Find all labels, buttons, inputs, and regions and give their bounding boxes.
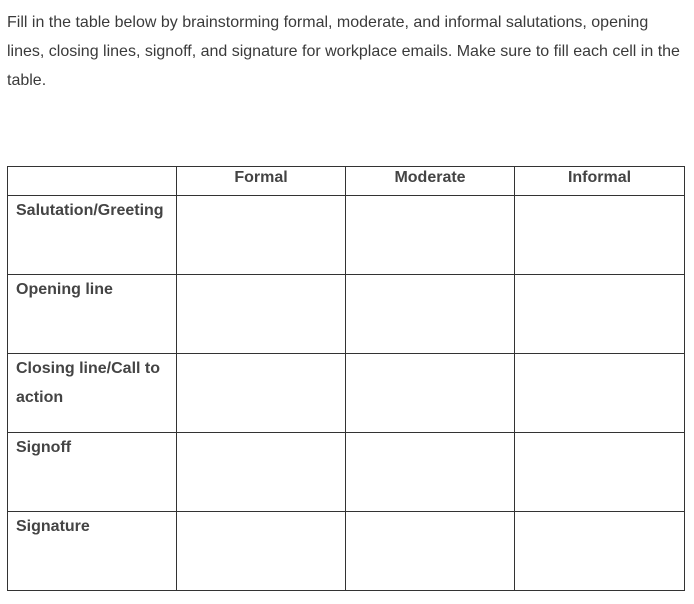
cell-opening-informal[interactable]	[515, 275, 685, 354]
cell-content[interactable]	[177, 196, 345, 273]
cell-content[interactable]	[177, 354, 345, 431]
cell-salutation-informal[interactable]	[515, 196, 685, 275]
instructions-text: Fill in the table below by brainstorming formal, moderate, and informal salutations, opening lines, closing lines, signoff, and signature for workplace emails. Make sure to fill each cell in the table.	[7, 14, 680, 89]
header-moderate: Moderate	[346, 167, 515, 196]
table-row	[8, 433, 685, 512]
cell-content[interactable]	[346, 354, 514, 431]
cell-closing-formal[interactable]	[177, 354, 346, 433]
cell-content[interactable]	[346, 196, 514, 273]
cell-signoff-informal[interactable]	[515, 433, 685, 512]
cell-content[interactable]	[177, 512, 345, 589]
cell-closing-moderate[interactable]	[346, 354, 515, 433]
header-formal: Formal	[177, 167, 346, 196]
cell-content[interactable]	[346, 512, 514, 589]
table-row	[8, 275, 685, 354]
row-label-opening-line	[8, 275, 177, 354]
row-label-text: Closing line/Call to action	[16, 360, 161, 406]
cell-signature-informal[interactable]	[515, 512, 685, 591]
cell-content[interactable]	[346, 275, 514, 352]
cell-content[interactable]	[515, 433, 684, 510]
table-header-row	[8, 167, 685, 196]
cell-signature-moderate[interactable]	[346, 512, 515, 591]
table-row	[8, 512, 685, 591]
row-label-text: Salutation/Greeting	[16, 202, 164, 219]
cell-salutation-formal[interactable]	[177, 196, 346, 275]
cell-signature-formal[interactable]	[177, 512, 346, 591]
cell-closing-informal[interactable]	[515, 354, 685, 433]
header-informal: Informal	[515, 167, 685, 196]
cell-salutation-moderate[interactable]	[346, 196, 515, 275]
cell-content[interactable]	[177, 275, 345, 352]
table-row	[8, 196, 685, 275]
cell-content[interactable]	[346, 433, 514, 510]
row-label-signature	[8, 512, 177, 591]
header-corner-cell	[8, 167, 177, 196]
row-label-signoff	[8, 433, 177, 512]
cell-signoff-moderate[interactable]	[346, 433, 515, 512]
cell-content[interactable]	[515, 512, 684, 589]
row-label-text: Signature	[16, 518, 90, 535]
cell-opening-formal[interactable]	[177, 275, 346, 354]
table-row	[8, 354, 685, 433]
cell-content[interactable]	[515, 275, 684, 352]
email-components-table	[7, 166, 685, 591]
row-label-text: Signoff	[16, 439, 72, 456]
cell-content[interactable]	[177, 433, 345, 510]
row-label-closing-line	[8, 354, 177, 433]
row-label-text: Opening line	[16, 281, 113, 298]
cell-content[interactable]	[515, 196, 684, 273]
row-label-salutation	[8, 196, 177, 275]
cell-content[interactable]	[515, 354, 684, 431]
cell-signoff-formal[interactable]	[177, 433, 346, 512]
cell-opening-moderate[interactable]	[346, 275, 515, 354]
